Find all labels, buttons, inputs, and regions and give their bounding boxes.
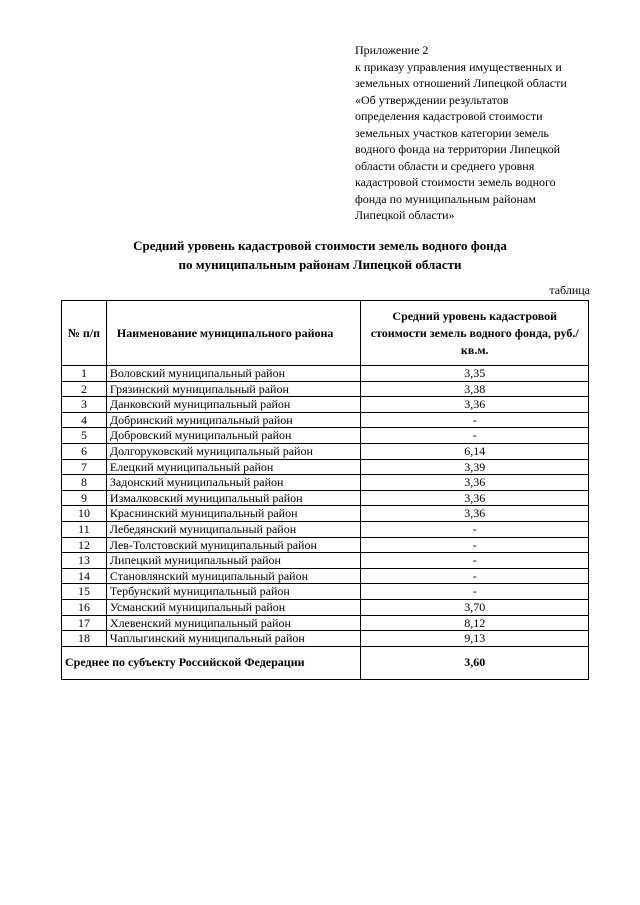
appendix-line: земельных отношений Липецкой области [355,76,567,90]
table-row [62,475,589,491]
total-row [62,646,589,679]
cell-num: 17 [62,615,107,631]
cell-name: Усманский муниципальный район [106,599,361,615]
table-row [62,366,589,382]
table-row [62,428,589,444]
appendix-line: фонда по муниципальным районам [355,191,536,206]
cell-num: 8 [62,475,107,491]
table-row [62,381,589,397]
appendix-line: к приказу управления имущественных и [355,59,562,74]
document-title [0,236,640,274]
cell-value: - [361,521,589,537]
cell-name: Елецкий муниципальный район [106,459,361,475]
table-row [62,631,589,647]
cell-num: 10 [62,506,107,522]
cell-value: 9,13 [361,631,589,647]
cell-name: Измалковский муниципальный район [106,490,361,506]
appendix-block [355,42,625,224]
cell-name: Грязинский муниципальный район [106,381,361,397]
table-row [62,412,589,428]
cell-num: 9 [62,490,107,506]
cell-name: Становлянский муниципальный район [106,568,361,584]
cell-num: 4 [62,412,107,428]
table-row [62,584,589,600]
cell-value: - [361,584,589,600]
cell-name: Чаплыгинский муниципальный район [106,631,361,647]
cell-value: 3,36 [361,475,589,491]
cell-value: - [361,568,589,584]
table-row [62,397,589,413]
cell-name: Воловский муниципальный район [106,366,361,382]
cell-name: Данковский муниципальный район [106,397,361,413]
cell-num: 5 [62,428,107,444]
appendix-line: области области и среднего уровня [355,158,535,173]
cell-num: 16 [62,599,107,615]
cell-num: 2 [62,381,107,397]
table-row [62,490,589,506]
cell-value: 3,36 [361,506,589,522]
table-row [62,615,589,631]
total-value: 3,60 [361,646,589,679]
appendix-line: кадастровой стоимости земель водного [355,175,556,189]
cell-name: Краснинский муниципальный район [106,506,361,522]
cell-value: 3,39 [361,459,589,475]
cell-value: - [361,537,589,553]
cell-num: 13 [62,553,107,569]
appendix-line: определения кадастровой стоимости [355,109,543,123]
cell-name: Хлевенский муниципальный район [106,615,361,631]
table-row [62,521,589,537]
cell-value: - [361,428,589,444]
header-num: № п/п [62,301,107,366]
appendix-line: Липецкой области» [355,208,455,222]
cell-value: 3,36 [361,490,589,506]
cell-num: 15 [62,584,107,600]
title-line-2: по муниципальным районам Липецкой области [178,257,462,272]
cell-num: 3 [62,397,107,413]
cell-value: 3,36 [361,397,589,413]
cell-name: Добровский муниципальный район [106,428,361,444]
cell-name: Долгоруковский муниципальный район [106,443,361,459]
table-body [62,366,589,647]
cell-name: Тербунский муниципальный район [106,584,361,600]
cell-value: 3,70 [361,599,589,615]
cell-name: Лебедянский муниципальный район [106,521,361,537]
cell-value: - [361,412,589,428]
appendix-line: «Об утверждении результатов [355,92,509,107]
cell-num: 14 [62,568,107,584]
cell-name: Задонский муниципальный район [106,475,361,491]
appendix-line: Приложение 2 [355,43,429,57]
appendix-line: земельных участков категории земель [355,125,549,140]
cell-num: 6 [62,443,107,459]
cell-name: Липецкий муниципальный район [106,553,361,569]
table-row [62,506,589,522]
cell-num: 11 [62,521,107,537]
cell-name: Добринский муниципальный район [106,412,361,428]
table-label: таблица [549,283,590,297]
table-row [62,459,589,475]
cell-num: 1 [62,366,107,382]
cell-value: 8,12 [361,615,589,631]
table-row [62,599,589,615]
table-header-row [62,301,589,366]
cell-value: 6,14 [361,443,589,459]
cadastral-value-table [61,300,589,680]
total-label: Среднее по субъекту Российской Федерации [62,646,361,679]
cell-num: 12 [62,537,107,553]
table-row [62,537,589,553]
cell-num: 18 [62,631,107,647]
header-name: Наименование муниципального района [106,301,361,366]
cell-value: 3,38 [361,381,589,397]
cell-num: 7 [62,459,107,475]
table-row [62,568,589,584]
table-row [62,553,589,569]
header-value: Средний уровень кадастровой стоимости земель водного фонда, руб./кв.м. [361,301,589,366]
table-row [62,443,589,459]
cell-name: Лев-Толстовский муниципальный район [106,537,361,553]
appendix-line: водного фонда на территории Липецкой [355,142,561,156]
title-line-1: Средний уровень кадастровой стоимости земель водного фонда [133,238,507,253]
cell-value: 3,35 [361,366,589,382]
cell-value: - [361,553,589,569]
